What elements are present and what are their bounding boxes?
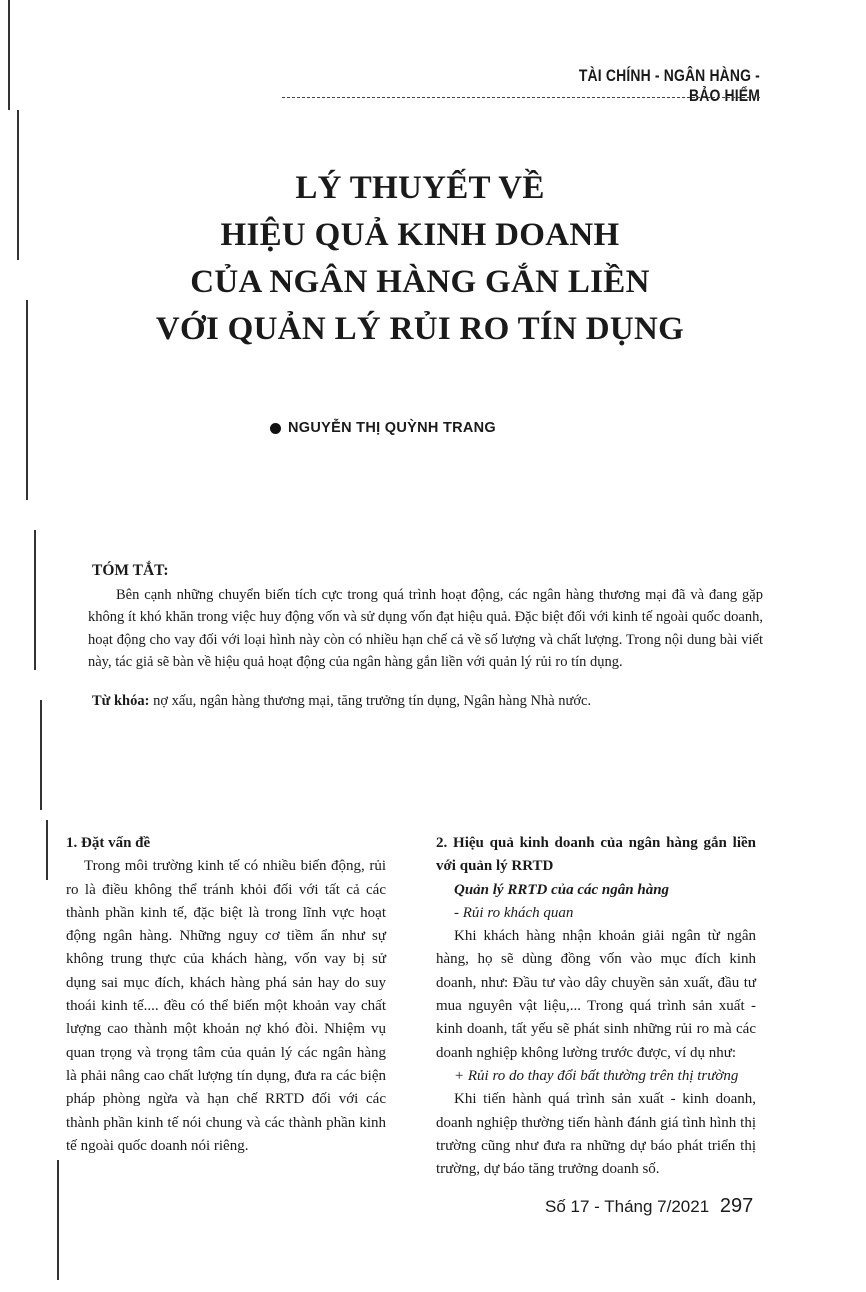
keywords-list: nợ xấu, ngân hàng thương mại, tăng trưởng tín dụng, Ngân hàng Nhà nước. <box>153 693 592 709</box>
left-column <box>66 832 386 1158</box>
header-rule <box>282 97 760 98</box>
page-number: 297 <box>719 1195 754 1217</box>
title-line: LÝ THUYẾT VỀ <box>295 170 545 206</box>
title-line: HIỆU QUẢ KINH DOANH <box>220 217 620 253</box>
article-title <box>90 165 750 353</box>
scan-margin-line <box>17 110 19 260</box>
bullet-icon <box>270 423 281 434</box>
title-line: VỚI QUẢN LÝ RỦI RO TÍN DỤNG <box>155 311 685 347</box>
keywords <box>92 693 767 710</box>
list-item: - Rủi ro khách quan <box>454 904 574 921</box>
author-line <box>270 420 496 436</box>
section-tag: TÀI CHÍNH - NGÂN HÀNG - BẢO HIỂM <box>578 66 760 105</box>
abstract-heading: TÓM TẮT: <box>92 562 169 579</box>
list-item: + Rủi ro do thay đổi bất thường trên thị trường <box>454 1067 739 1084</box>
paragraph: Khi khách hàng nhận khoản giải ngân từ ngân hàng, họ sẽ dùng đồng vốn vào mục đích kinh doanh, như: Đầu tư vào dây chuyền sản xuất, đầu tư mua nguyên vật liệu,... Trong quá trình sản xuất - kinh doanh, tất yếu sẽ phát sinh những rủi ro mà các doanh nghiệp không lường trước được, ví dụ như: <box>436 928 756 1061</box>
scan-margin-line <box>34 530 36 670</box>
right-column <box>436 832 756 1181</box>
section-heading: 1. Đặt vấn đề <box>66 835 151 851</box>
page-footer <box>545 1195 753 1218</box>
paragraph: Trong môi trường kinh tế có nhiều biến động, rủi ro là điều không thể tránh khỏi đối với tất cả các thành phần kinh tế, đặc biệt là trong lĩnh vực hoạt động ngân hàng. Những nguy cơ tiềm ẩn như sự không trung thực của khách hàng, vốn vay bị sử dụng sai mục đích, khách hàng phá sản hay do suy thoái kinh tế.... đều có thể biến một khoản vay chất lượng cao thành một khoản nợ khó đòi. Nhiệm vụ quan trọng và trọng tâm của quản lý các ngân hàng là phải nâng cao chất lượng tín dụng, đưa ra các biện pháp phòng ngừa và hạn chế RRTD đối với các thành phần kinh tế nói chung và các thành phần kinh tế ngoài quốc doanh nói riêng. <box>66 858 386 1154</box>
scan-margin-line <box>57 1160 59 1280</box>
scan-margin-line <box>46 820 48 880</box>
issue-info: Số 17 - Tháng 7/2021 <box>545 1197 710 1216</box>
keywords-label: Từ khóa: <box>92 693 150 709</box>
subheading: Quản lý RRTD của các ngân hàng <box>454 881 670 898</box>
abstract-body: Bên cạnh những chuyển biến tích cực trong quá trình hoạt động, các ngân hàng thương mại đã và đang gặp không ít khó khăn trong việc huy động vốn và sử dụng vốn đạt hiệu quả. Đặc biệt đối với kinh tế ngoài quốc doanh, hoạt động cho vay đối với loại hình này còn có nhiều hạn chế cả về số lượng và chất lượng. Trong nội dung bài viết này, tác giả sẽ bàn về hiệu quả hoạt động của ngân hàng gắn liền với quản lý rủi ro tín dụng. <box>88 587 763 670</box>
section-heading: 2. Hiệu quả kinh doanh của ngân hàng gắn liền với quản lý RRTD <box>436 835 756 875</box>
title-line: CỦA NGÂN HÀNG GẮN LIỀN <box>190 264 650 300</box>
paragraph: Khi tiến hành quá trình sản xuất - kinh doanh, doanh nghiệp thường tiến hành đánh giá tình hình thị trường cũng như đưa ra những dự báo phát triển thị trường, dự báo tăng trưởng doanh số. <box>436 1091 756 1178</box>
scan-margin-line <box>8 0 10 110</box>
scan-margin-line <box>26 300 28 500</box>
scan-margin-line <box>40 700 42 810</box>
author-name: NGUYỄN THỊ QUỲNH TRANG <box>288 420 496 436</box>
